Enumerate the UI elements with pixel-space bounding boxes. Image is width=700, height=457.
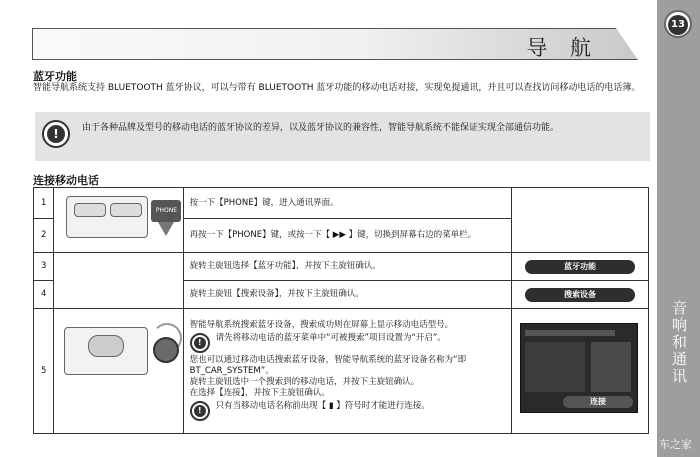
chapter-title: 音响和通讯: [670, 300, 688, 385]
step5-line: 旋转主旋钮选中一个搜索到的移动电话，并按下主旋钮确认。: [189, 376, 420, 387]
page-title: 导 航: [526, 36, 599, 60]
step-menu-cell: [511, 281, 648, 309]
info-icon-glyph: !: [194, 405, 206, 417]
step-text: 旋转主旋钮【搜索设备】，并按下主旋钮确认。: [183, 281, 511, 309]
step-number: 2: [34, 219, 54, 253]
chapter-badge: [664, 10, 692, 38]
step-row-3: [34, 253, 649, 281]
tip-text: 请先将移动电话的蓝牙菜单中“可被搜索”项目设置为“开启”。: [215, 332, 446, 343]
press-arrow-icon: [158, 222, 174, 236]
step5-text: [183, 309, 511, 434]
step5-line: 您也可以通过移动电话搜索蓝牙设备，智能导航系统的蓝牙设备名称为“即 BT_CAR_SYSTEM”。: [189, 354, 467, 376]
step-row-5: [34, 309, 649, 434]
bluetooth-heading: 蓝牙功能: [33, 70, 77, 83]
knob-illustration: [54, 309, 183, 434]
step-number: 4: [34, 281, 54, 309]
bluetooth-paragraph: 智能导航系统支持 BLUETOOTH 蓝牙协议，可以与带有 BLUETOOTH 蓝牙功能的移动电话对接，实现免提通讯，并且可以查找访问移动电话的电话簿。: [33, 83, 641, 93]
tip-text: 只有当移动电话名称前出现【 ▮ 】符号时才能进行连接。: [215, 400, 430, 411]
step-text: 按一下【PHONE】键，进入通讯界面。: [183, 188, 511, 219]
step-number: 1: [34, 188, 54, 219]
step-number: 5: [34, 309, 54, 434]
connect-heading: 连接移动电话: [33, 174, 99, 187]
step5-line: 在选择【连接】，并按下主旋钮确认。: [189, 387, 330, 398]
steps-table: [33, 187, 649, 434]
connect-button[interactable]: 连接: [563, 396, 633, 408]
radio-front-illustration: [54, 188, 183, 253]
title-corner: [616, 28, 638, 60]
phone-key: PHONE: [151, 200, 181, 222]
step5-tip: [190, 401, 505, 421]
main-knob-icon: [153, 337, 179, 363]
note-text: 由于各种品牌及型号的移动电话的蓝牙协议的差异，以及蓝牙协议的兼容性，智能导航系统不能保证实现全部通信功能。: [82, 123, 560, 133]
chapter-side-tab: [657, 0, 700, 457]
screen-header-bar: [525, 330, 615, 336]
warning-icon-glyph: !: [47, 125, 65, 143]
radio-display-icon: [74, 203, 106, 217]
info-icon-glyph: !: [194, 337, 206, 349]
step-text: 旋转主旋钮选择【蓝牙功能】，并按下主旋钮确认。: [183, 253, 511, 281]
warning-icon: [42, 120, 70, 148]
step-text: 再按一下【PHONE】键，或按一下【 ▶▶ 】键，切换到屏幕右边的菜单栏。: [183, 219, 511, 253]
watermark: 车之家: [659, 438, 692, 451]
blank-picture-cell: [54, 253, 183, 309]
screen-menu-area: [591, 342, 631, 392]
info-icon: [190, 401, 210, 421]
bluetooth-function-button[interactable]: 蓝牙功能: [525, 260, 635, 274]
step-row-1: [34, 188, 649, 219]
main-knob-area-icon: [88, 335, 124, 357]
step5-intro: 智能导航系统搜索蓝牙设备，搜索成功则在屏幕上显示移动电话型号。: [189, 319, 454, 330]
step-blank-cell: [511, 188, 648, 253]
chapter-number: 13: [668, 15, 688, 35]
info-icon: [190, 333, 210, 353]
step5-tip: [190, 333, 505, 353]
screen-preview-cell: [511, 309, 648, 434]
step-menu-cell: [511, 253, 648, 281]
radio-keypad-icon: [110, 203, 142, 217]
title-bar: [32, 28, 638, 60]
step-number: 3: [34, 253, 54, 281]
device-screen: [520, 323, 638, 413]
note-box: [35, 112, 650, 161]
search-device-button[interactable]: 搜索设备: [525, 288, 635, 302]
device-list-area: [525, 342, 585, 392]
